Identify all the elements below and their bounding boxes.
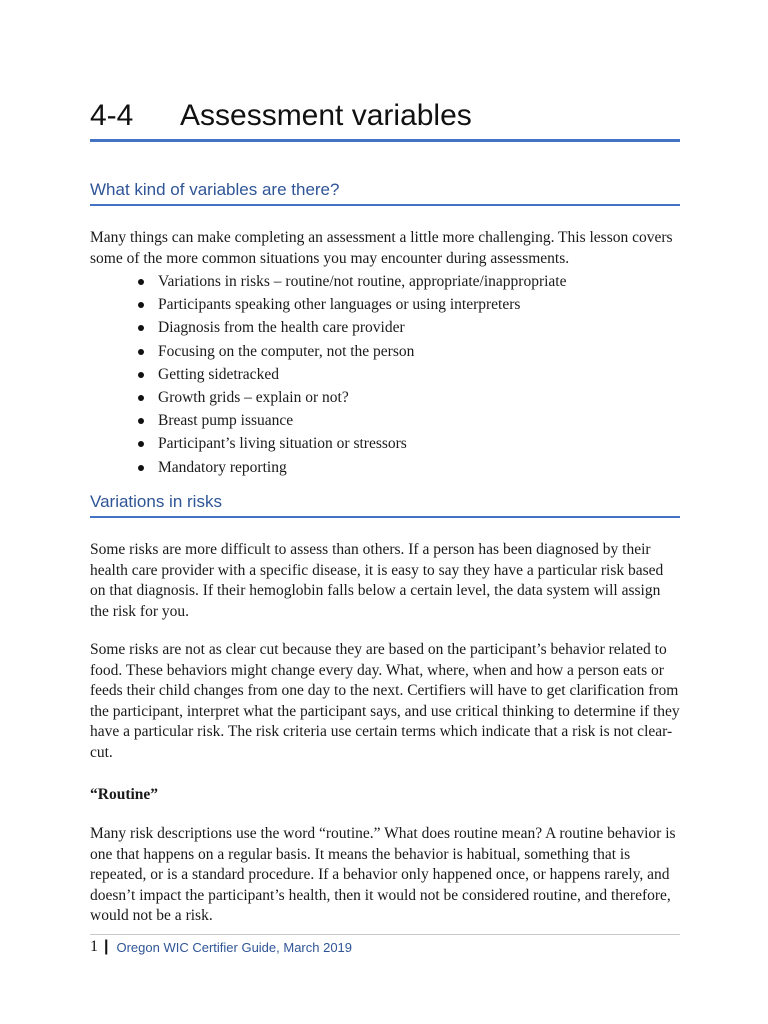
heading-variables: What kind of variables are there? (90, 180, 340, 199)
bullet-icon (138, 441, 144, 447)
footer-text: Oregon WIC Certifier Guide, March 2019 (116, 939, 353, 955)
list-item: Mandatory reporting (158, 456, 678, 479)
list-item: Participants speaking other languages or using interpreters (158, 293, 678, 316)
footer-divider (90, 934, 680, 935)
variables-list (158, 270, 678, 479)
bullet-icon (138, 465, 144, 471)
paragraph-behavior: Some risks are not as clear cut because they are based on the participant’s behavior related to food. These behaviors might change every day. What, where, when and how a person eats or feeds their child changes from one day to the next. Certifiers will have to get clarification from the participant, interpret what the participant says, and use critical thinking to determine if they have a particular risk. The risk criteria use certain terms which indicate that a risk is not clear-cut. (90, 641, 680, 761)
list-item: Getting sidetracked (158, 363, 678, 386)
list-item: Participant’s living situation or stressors (158, 432, 678, 455)
intro-paragraph: Many things can make completing an assessment a little more challenging. This lesson covers some of the more common situations you may encounter during assessments. (90, 229, 673, 267)
title-underline (90, 139, 680, 142)
bullet-icon (138, 395, 144, 401)
heading-variations-in-risks: Variations in risks (90, 492, 222, 511)
list-item: Diagnosis from the health care provider (158, 316, 678, 339)
list-item: Variations in risks – routine/not routine, appropriate/inappropriate (158, 270, 678, 293)
bullet-icon (138, 279, 144, 285)
bullet-icon (138, 349, 144, 355)
page-number: 1 (90, 938, 98, 955)
page-footer (90, 936, 680, 958)
heading-variations-rule (90, 516, 680, 518)
section-title: Assessment variables (180, 99, 472, 132)
paragraph-routine: Many risk descriptions use the word “routine.” What does routine mean? A routine behavior is one that happens on a regular basis. It means the behavior is habitual, something that is repeated, or is a standard procedure. If a behavior only happened once, or happens rarely, and doesn’t impact the participant’s health, then it would not be considered routine, and therefore, would not be a risk. (90, 825, 676, 924)
bullet-icon (138, 372, 144, 378)
list-item: Growth grids – explain or not? (158, 386, 678, 409)
bullet-icon (138, 418, 144, 424)
page-title (90, 96, 680, 136)
list-item: Breast pump issuance (158, 409, 678, 432)
subheading-routine: “Routine” (90, 786, 159, 803)
paragraph-diagnosis: Some risks are more difficult to assess than others. If a person has been diagnosed by their health care provider with a specific disease, it is easy to say they have a particular risk based on that diagnosis. If their hemoglobin falls below a certain level, the data system will assign the risk for you. (90, 541, 664, 620)
section-number: 4-4 (90, 99, 134, 132)
list-item: Focusing on the computer, not the person (158, 340, 678, 363)
footer-separator: | (104, 938, 109, 955)
heading-variables-rule (90, 204, 680, 206)
bullet-icon (138, 325, 144, 331)
bullet-icon (138, 302, 144, 308)
